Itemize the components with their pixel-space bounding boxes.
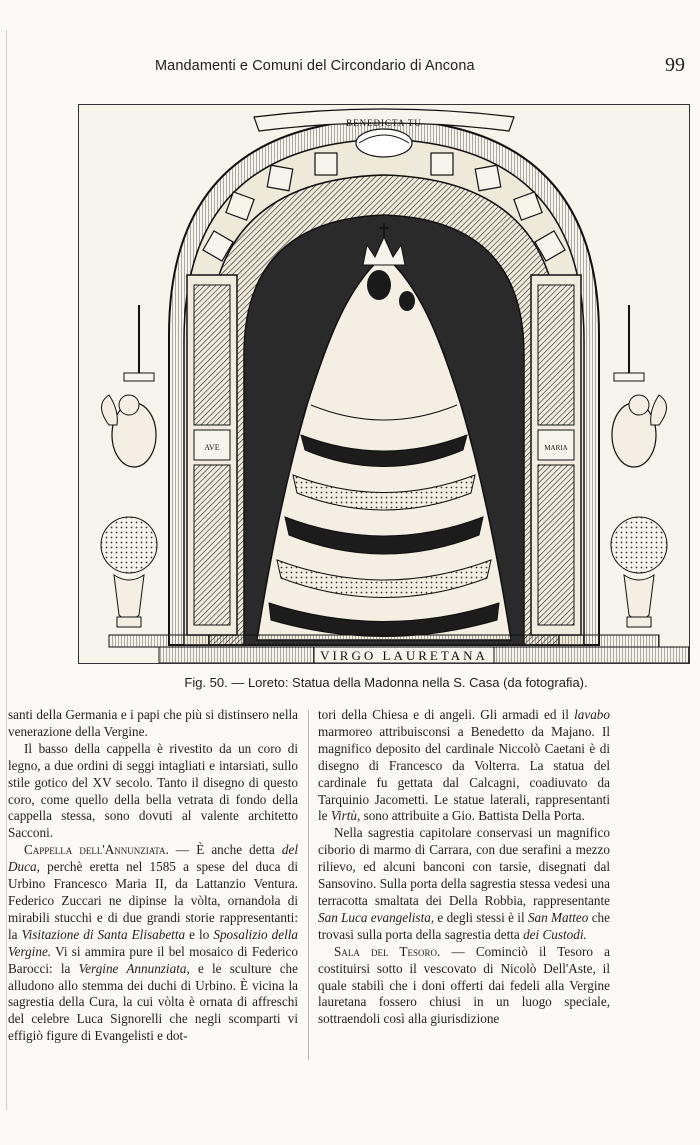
right-pilaster (531, 275, 581, 635)
italic-run: Vergine Annunziata, (78, 960, 190, 976)
engraving-figure (78, 104, 690, 664)
plaque-ave: AVE (204, 443, 220, 452)
italic-run: dei Custodi. (523, 926, 587, 942)
text-run: sono attribuite a Gio. Battista Della Porta. (360, 808, 585, 824)
base-inscription: VIRGO LAURETANA (320, 648, 488, 663)
paragraph: Il basso della cappella è rivestito da un coro di legno, a due ordini di seggi intagliati e intarsiati, sullo stile gotico del XV secolo. Tanto il disegno di questo coro, come quello della bella vetrata di fondo della cappella stessa, sono dovuti al valente architetto Sacconi. (8, 740, 298, 841)
italic-run: Sposalizio della Vergine. (8, 926, 298, 959)
text-run: e degli stessi è il (434, 909, 528, 925)
dove-icon (356, 129, 412, 157)
text-run: Vi si ammira pure il bel mosaico di Federico Barocci: la (8, 943, 298, 976)
italic-run: San Luca evangelista, (318, 909, 435, 925)
text-run: che trovasi sulla porta della sagrestia detta (318, 909, 610, 942)
plaque-maria: MARIA (544, 444, 568, 452)
italic-run: Visitazione di Santa Elisabetta (21, 926, 186, 942)
paragraph (318, 707, 610, 825)
italic-run: San Matteo (527, 909, 589, 925)
paragraph: santi della Germania e i papi che più si distinsero nella venerazione della Vergine. (8, 707, 298, 739)
text-run: — È anche detta (168, 842, 282, 858)
section-heading: Sala del Tesoro. (334, 943, 441, 959)
text-run: marmoreo attribuisconsi a Benedetto da Majano. Il magnifico deposito del cardinale Niccolò Caetani è di disegno di Francesco da Volterra. La statua del cardinale fu gettata dal Calcagni, coadiuvato da Tarquinio Jacometti. Le statue laterali, rappresentanti le (318, 723, 610, 824)
paragraph (318, 825, 610, 943)
paragraph (318, 944, 610, 1029)
running-title: Mandamenti e Comuni del Circondario di Ancona (155, 58, 475, 74)
left-pilaster (187, 275, 237, 635)
text-run: e le sculture che alludono allo stemma dei duchi di Urbino. È vicina la sagrestia della Cura, la cui vòlta è ornata di affreschi del celebre Luca Signorelli che negli scomparti vi effigiò figure di Evangelisti e dot- (8, 960, 298, 1044)
page-number: 99 (665, 54, 685, 76)
paragraph (8, 842, 298, 1045)
right-column (318, 707, 610, 1028)
page-edge-line (6, 30, 7, 1110)
text-run: perchè eretta nel 1585 a spese del duca di Urbino Francesco Maria II, da Lattanzio Ventura. Federico Zuccari ne dipinse la vòlta, ornandola di mirabili stucchi e di due grandi storie rappresentanti: la (8, 859, 298, 942)
text-run: — Cominciò il Tesoro a costituirsi sotto il vescovato di Nicolò Dell'Aste, il quale stabilì che i doni offerti dai fedeli alla Vergine lauretana fossero chiusi in un luogo speciale, sottraendoli così alla giurisdizione (318, 943, 610, 1027)
running-header (155, 54, 685, 84)
column-divider (308, 710, 309, 1060)
text-run: e lo (185, 926, 214, 942)
text-run: Nella sagrestia capitolare conservasi un magnifico ciborio di marmo di Carrara, con due serafini a mezzo rilievo, ed alcuni banconi con tarsie, disegnati dal Sansovino. Sulla porta della sagrestia stessa vedesi una terracotta smaltata dei Della Robbia, rappresentante (318, 825, 610, 908)
italic-run: lavabo (574, 707, 610, 722)
italic-run: del Duca, (8, 842, 298, 875)
madonna-engraving (79, 105, 689, 663)
italic-run: Virtù, (330, 808, 361, 824)
banner-text: BENEDICTA TU (346, 118, 422, 128)
section-heading: Cappella dell'Annunziata. (24, 842, 169, 858)
left-column (8, 707, 298, 1045)
figure-caption: Fig. 50. — Loreto: Statua della Madonna nella S. Casa (da fotografia). (184, 675, 588, 690)
text-run: tori della Chiesa e di angeli. Gli armadi ed il (318, 707, 575, 722)
